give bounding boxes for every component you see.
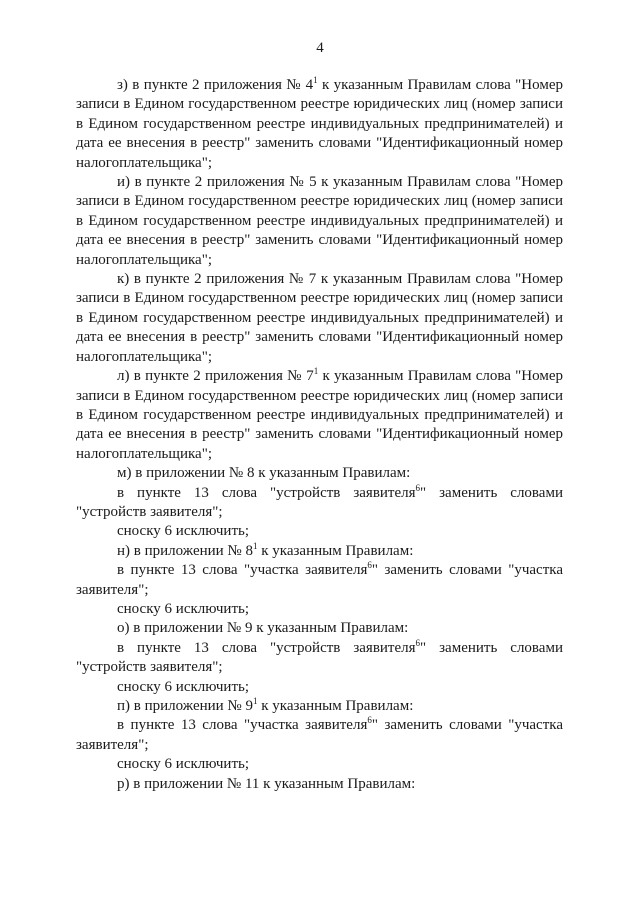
paragraph-k xyxy=(76,270,563,367)
paragraph-text: в пункте 13 слова "участка заявителя xyxy=(117,717,368,734)
superscript-mark: 1 xyxy=(253,540,258,551)
paragraph-text: к указанным Правилам: xyxy=(257,698,414,714)
paragraph-text: к указанным Правилам слова "Номер записи в Едином государственном реестре юридических лиц (номер записи в Едином государственном реестре индивидуальных предпринимателей) и дата ее внесения в реестр" заменить словами "Идентификационный номер налогоплательщика"; xyxy=(76,368,563,462)
paragraph-text: м) в приложении № 8 к указанным Правилам: xyxy=(117,465,411,482)
paragraph-m xyxy=(76,464,563,483)
paragraph-text: з) в пункте 2 приложения № 4 xyxy=(117,77,314,93)
paragraph-p-1 xyxy=(76,716,563,755)
paragraph-text: к указанным Правилам слова "Номер записи в Едином государственном реестре юридических лиц (номер записи в Едином государственном реестре индивидуальных предпринимателей) и дата ее внесения в реестр" заменить словами "Идентификационный номер налогоплательщика"; xyxy=(76,77,563,171)
paragraph-text: сноску 6 исключить; xyxy=(117,756,250,773)
paragraph-text: " заменить словами "устройств заявителя"; xyxy=(76,639,563,676)
superscript-mark: 6 xyxy=(367,715,372,726)
paragraph-r xyxy=(76,775,563,794)
paragraph-text: к указанным Правилам: xyxy=(257,542,414,559)
paragraph-l xyxy=(76,367,563,464)
paragraph-text: л) в пункте 2 приложения № 7 xyxy=(117,368,314,385)
paragraph-text: сноску 6 исключить; xyxy=(117,600,250,617)
superscript-mark: 6 xyxy=(415,637,421,648)
superscript-mark: 6 xyxy=(415,482,421,493)
paragraph-text: в пункте 13 слова "участка заявителя xyxy=(117,562,368,579)
document-body xyxy=(76,76,563,794)
paragraph-o-1 xyxy=(76,639,563,678)
paragraph-text: сноску 6 исключить; xyxy=(117,678,250,695)
superscript-mark: 1 xyxy=(313,75,318,85)
paragraph-o xyxy=(76,619,563,638)
paragraph-text: и) в пункте 2 приложения № 5 к указанным Правилам слова "Номер записи в Едином государственном реестре юридических лиц (номер записи в Едином государственном реестре индивидуальных предпринимателей) и дата ее внесения в реестр" заменить словами "Идентификационный номер налогоплательщика"; xyxy=(76,174,563,268)
paragraph-p-2 xyxy=(76,755,563,774)
paragraph-text: " заменить словами "участка заявителя"; xyxy=(76,717,563,753)
superscript-mark: 1 xyxy=(253,696,258,706)
paragraph-m-2 xyxy=(76,522,563,541)
paragraph-text: к) в пункте 2 приложения № 7 к указанным Правилам слова "Номер записи в Едином государственном реестре юридических лиц (номер записи в Едином государственном реестре индивидуальных предпринимателей) и дата ее внесения в реестр" заменить словами "Идентификационный номер налогоплательщика"; xyxy=(76,271,563,365)
paragraph-text: в пункте 13 слова "устройств заявителя xyxy=(117,484,416,501)
paragraph-n-1 xyxy=(76,561,563,600)
paragraph-text: в пункте 13 слова "устройств заявителя xyxy=(117,639,416,656)
paragraph-text: сноску 6 исключить; xyxy=(117,523,250,540)
paragraph-m-1 xyxy=(76,484,563,523)
page-number: 4 xyxy=(316,40,324,56)
paragraph-text: о) в приложении № 9 к указанным Правилам: xyxy=(117,620,409,637)
paragraph-text: н) в приложении № 8 xyxy=(117,542,253,559)
paragraph-text: " заменить словами "устройств заявителя"; xyxy=(76,484,563,520)
paragraph-text: п) в приложении № 9 xyxy=(117,698,253,714)
superscript-mark: 6 xyxy=(367,560,372,571)
paragraph-n-2 xyxy=(76,600,563,619)
paragraph-text: р) в приложении № 11 к указанным Правилам: xyxy=(117,775,416,792)
paragraph-text: " заменить словами "участка заявителя"; xyxy=(76,562,563,598)
paragraph-n xyxy=(76,542,563,561)
paragraph-i xyxy=(76,173,563,270)
paragraph-z xyxy=(76,76,563,173)
superscript-mark: 1 xyxy=(313,366,319,377)
paragraph-o-2 xyxy=(76,678,563,697)
paragraph-p xyxy=(76,697,563,716)
